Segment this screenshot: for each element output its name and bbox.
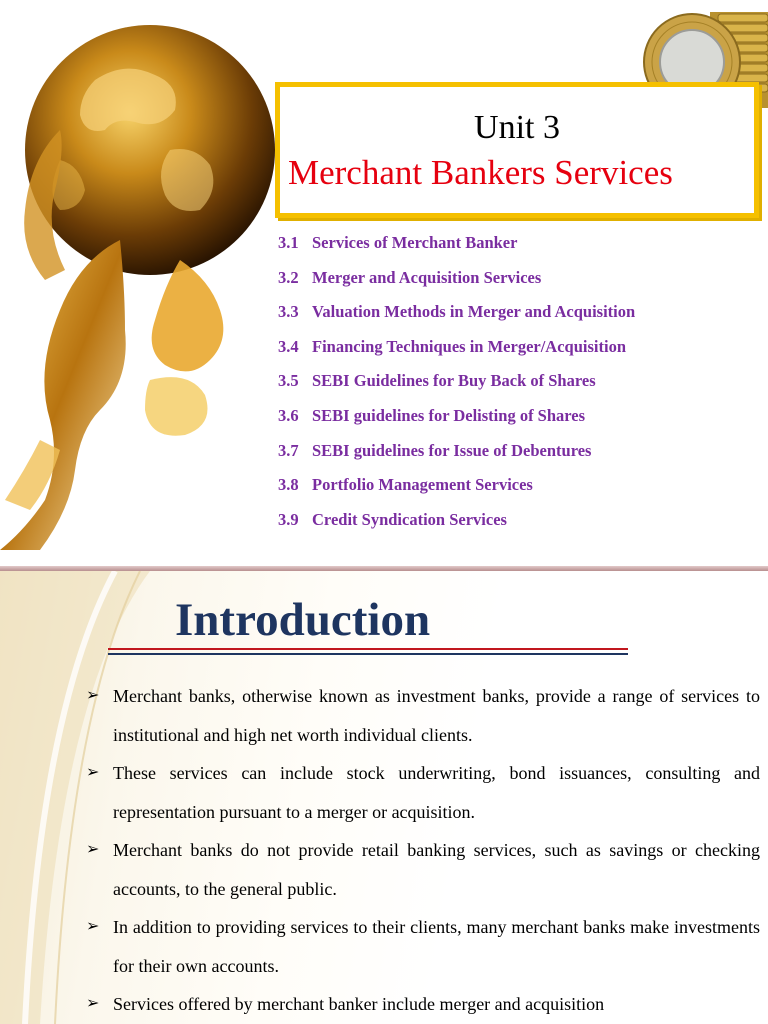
topic-label: SEBI guidelines for Issue of Debentures xyxy=(312,440,592,460)
unit-title: Unit 3 xyxy=(474,109,560,146)
topic-label: Services of Merchant Banker xyxy=(312,233,518,252)
topic-number: 3.2 xyxy=(278,267,299,287)
title-box xyxy=(275,82,759,218)
bullet-list xyxy=(86,677,760,1024)
topic-number: 3.5 xyxy=(278,371,299,391)
topic-label: Financing Techniques in Merger/Acquisition xyxy=(312,336,626,356)
topic-item xyxy=(278,337,635,372)
bullet-item xyxy=(86,754,760,831)
bullet-text: In addition to providing services to their clients, many merchant banks make investments for their own accounts. xyxy=(113,917,760,976)
golden-globe-figure-illustration xyxy=(0,10,290,560)
arrow-bullet-icon: ➢ xyxy=(86,687,100,704)
topic-item xyxy=(278,302,635,337)
topic-item xyxy=(278,371,635,406)
bullet-text: Merchant banks, otherwise known as investment banks, provide a range of services to institutional and high net worth individual clients. xyxy=(113,686,760,745)
topic-number: 3.3 xyxy=(278,302,299,322)
unit-subtitle: Merchant Bankers Services xyxy=(288,153,673,192)
topic-number: 3.7 xyxy=(278,440,299,460)
topic-item xyxy=(278,441,635,476)
topic-label: SEBI guidelines for Delisting of Shares xyxy=(312,405,586,425)
bullet-item xyxy=(86,985,760,1024)
introduction-slide xyxy=(0,571,768,1024)
topic-item xyxy=(278,510,635,545)
topic-item xyxy=(278,233,635,268)
arrow-bullet-icon: ➢ xyxy=(86,995,100,1012)
bullet-text: These services can include stock underwriting, bond issuances, consulting and representation pursuant to a merger or acquisition. xyxy=(113,763,760,822)
topic-number: 3.1 xyxy=(278,233,299,252)
slide-title: Introduction xyxy=(175,594,431,646)
title-underline-blue xyxy=(108,653,628,655)
topic-number: 3.6 xyxy=(278,405,299,425)
bullet-item xyxy=(86,908,760,985)
bullet-text: Merchant banks do not provide retail banking services, such as savings or checking accounts, to the general public. xyxy=(113,840,760,899)
topic-number: 3.8 xyxy=(278,475,299,495)
topic-item xyxy=(278,268,635,303)
topic-number: 3.9 xyxy=(278,509,299,529)
arrow-bullet-icon: ➢ xyxy=(86,764,100,781)
title-underline-red xyxy=(108,648,628,650)
topic-item xyxy=(278,475,635,510)
topic-label: SEBI Guidelines for Buy Back of Shares xyxy=(312,371,596,391)
topic-label: Merger and Acquisition Services xyxy=(312,267,542,287)
bullet-text: Services offered by merchant banker include merger and acquisition xyxy=(113,994,605,1014)
topic-item xyxy=(278,406,635,441)
topic-label: Credit Syndication Services xyxy=(312,509,507,529)
topic-number: 3.4 xyxy=(278,336,299,356)
bullet-item xyxy=(86,831,760,908)
topic-label: Portfolio Management Services xyxy=(312,475,533,495)
arrow-bullet-icon: ➢ xyxy=(86,918,100,935)
topic-label: Valuation Methods in Merger and Acquisition xyxy=(312,302,636,322)
bullet-item xyxy=(86,677,760,754)
topic-list xyxy=(278,233,635,544)
arrow-bullet-icon: ➢ xyxy=(86,841,100,858)
